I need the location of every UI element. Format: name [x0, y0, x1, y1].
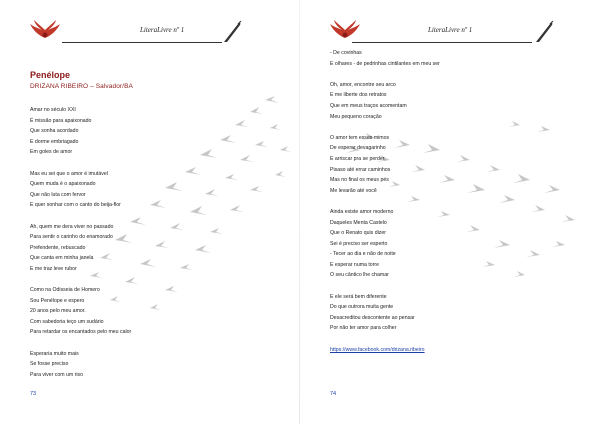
- stanza-gap: [30, 158, 220, 169]
- page-number: 73: [30, 391, 37, 397]
- poem-line: Me levarão até você: [330, 187, 377, 194]
- stanza-gap: [330, 281, 530, 292]
- poem-line: Do que outrora muita gente: [330, 304, 394, 311]
- poem-line: Sou Penélope e espero: [30, 297, 85, 304]
- poem-line: Se fosse preciso: [30, 361, 69, 368]
- poem-line: Prefendente, rebuscado: [30, 244, 86, 251]
- poem-title: Penélope: [30, 70, 71, 80]
- poem-line: Oh, amor, encontre seu arco: [330, 81, 396, 88]
- poem-line: Em goles de amor: [30, 149, 73, 156]
- right-page: [300, 0, 600, 424]
- wings-logo-icon: [28, 18, 62, 42]
- quill-pen-icon: [222, 20, 242, 44]
- poem-line: Meu pequeno coração: [330, 113, 382, 120]
- poem-line: O amor tem esses mimos: [330, 134, 390, 141]
- page-header: [0, 18, 300, 48]
- poem-line: Que sonha acordado: [30, 128, 79, 135]
- poem-line: Para viver com um riso: [30, 371, 84, 378]
- poem-line: É missão para apaixonado: [30, 117, 92, 124]
- poem-text-left: [30, 105, 220, 380]
- poem-line: Ah, quem me dera viver no passado: [30, 223, 114, 230]
- stanza-gap: [30, 275, 220, 286]
- poem-line: - Tecer ao dia e não de noite: [330, 251, 396, 258]
- facebook-link[interactable]: https://www.facebook.com/drizana.ribeiro: [330, 346, 425, 353]
- poem-line: Mas eu sei que o amor é imutável: [30, 170, 108, 177]
- magazine-logo-text: LiteraLivre nº 1: [140, 26, 185, 34]
- poem-line: Esperaria muito mais: [30, 350, 79, 357]
- poem-line: E arriscar pra se perder,: [330, 155, 386, 162]
- poem-line: De esperar devagarinho: [330, 145, 386, 152]
- poem-line: Daqueles Menta Castelo: [330, 219, 387, 226]
- poem-author: DRIZANA RIBEIRO – Salvador/BA: [30, 83, 133, 90]
- poem-line: Desacreditou descontente ao pensar: [330, 314, 415, 321]
- page-number: 74: [330, 391, 337, 397]
- poem-line: O seu cântico lhe chamar: [330, 272, 389, 279]
- poem-line: - De covinhas: [330, 50, 362, 56]
- stanza-gap: [330, 334, 530, 345]
- poem-line: Que em meus traços acomentam: [330, 102, 407, 109]
- header-rule: [352, 42, 532, 43]
- poem-line: Para sentir o carinho do enamorado: [30, 234, 113, 241]
- poem-line: Como na Odisseia de Homero: [30, 287, 100, 294]
- poem-line: E me traz leve rubor: [30, 265, 77, 272]
- poem-line: E esperar numa torre: [330, 261, 380, 268]
- stanza-gap: [30, 338, 220, 349]
- magazine-logo-text: LiteraLivre nº 1: [428, 26, 473, 34]
- stanza-gap: [330, 196, 530, 207]
- poem-line: Sei é preciso ser esperto: [330, 240, 388, 247]
- stanza-gap: [30, 211, 220, 222]
- poem-line: Para retardar os encantados pelo meu calor: [30, 329, 132, 336]
- header-rule: [62, 42, 222, 43]
- poem-line: Com sabedoria teço um sudário: [30, 318, 104, 325]
- poem-line: E ele será bem diferente: [330, 293, 387, 300]
- poem-line: Mas no final os meus pés: [330, 177, 389, 184]
- poem-line: Que canta em minha janela: [30, 255, 94, 262]
- poem-line: Quem muda é o apaixonado: [30, 181, 96, 188]
- poem-line: E me liberte dos retratos: [330, 92, 387, 99]
- poem-line: 20 anos pelo meu amor.: [30, 308, 86, 315]
- poem-line: E olhares - de pedrinhas cintilantes em meu ser: [330, 60, 440, 67]
- page-header: [300, 18, 600, 48]
- stanza-gap: [330, 122, 530, 133]
- poem-line: Que não luta com fervor: [30, 191, 86, 198]
- poem-line: E dorme embriagado: [30, 138, 79, 145]
- stanza-gap: [330, 69, 530, 80]
- poem-line: Amar no século XXI: [30, 107, 76, 113]
- poem-line: E quer sonhar com o canto do beija-flor: [30, 202, 121, 209]
- poem-text-right: [330, 48, 530, 355]
- poem-line: Pisaso até errar caminhos: [330, 166, 391, 173]
- poem-line: Por não ter amor para colher: [330, 325, 397, 332]
- poem-line: Ainda existe amor moderno: [330, 208, 394, 215]
- poem-line: Que o Renato quis dizer: [330, 230, 386, 237]
- wings-logo-icon: [328, 18, 362, 42]
- quill-pen-icon: [534, 20, 554, 44]
